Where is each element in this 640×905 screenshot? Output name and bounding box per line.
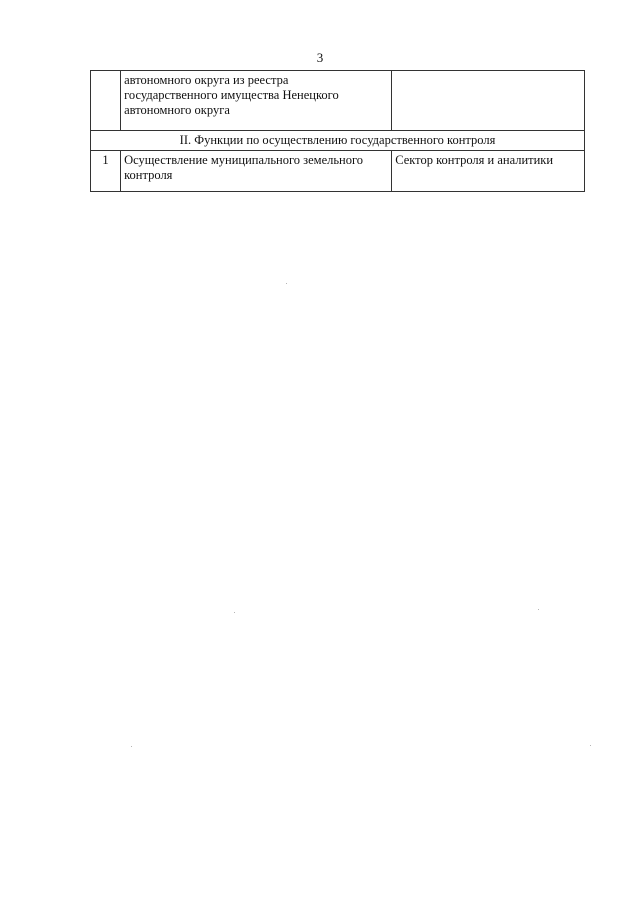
page-number: 3 — [316, 50, 324, 65]
function-name-cell — [121, 151, 392, 192]
function-name-line: Осуществление муниципального земельного — [124, 153, 364, 167]
scan-speck — [234, 612, 235, 613]
department-cell: Сектор контроля и аналитики — [392, 151, 585, 192]
scan-speck — [538, 609, 539, 610]
function-name-cell — [121, 71, 392, 131]
scan-speck — [131, 746, 132, 747]
functions-table — [90, 70, 585, 192]
function-name-line: контроля — [124, 168, 173, 182]
section-header-row — [91, 131, 585, 151]
scan-speck — [286, 283, 287, 284]
section-header: II. Функции по осуществлению государственного контроля — [91, 131, 585, 151]
row-number-cell — [91, 71, 121, 131]
department-cell — [392, 71, 585, 131]
table-row-continuation — [91, 71, 585, 131]
row-number-cell: 1 — [91, 151, 121, 192]
function-name-line: автономного округа — [124, 103, 230, 117]
table-row — [91, 151, 585, 192]
function-name-line: автономного округа из реестра — [124, 73, 289, 87]
function-name-line: государственного имущества Ненецкого — [124, 88, 339, 102]
scan-speck — [590, 745, 591, 746]
